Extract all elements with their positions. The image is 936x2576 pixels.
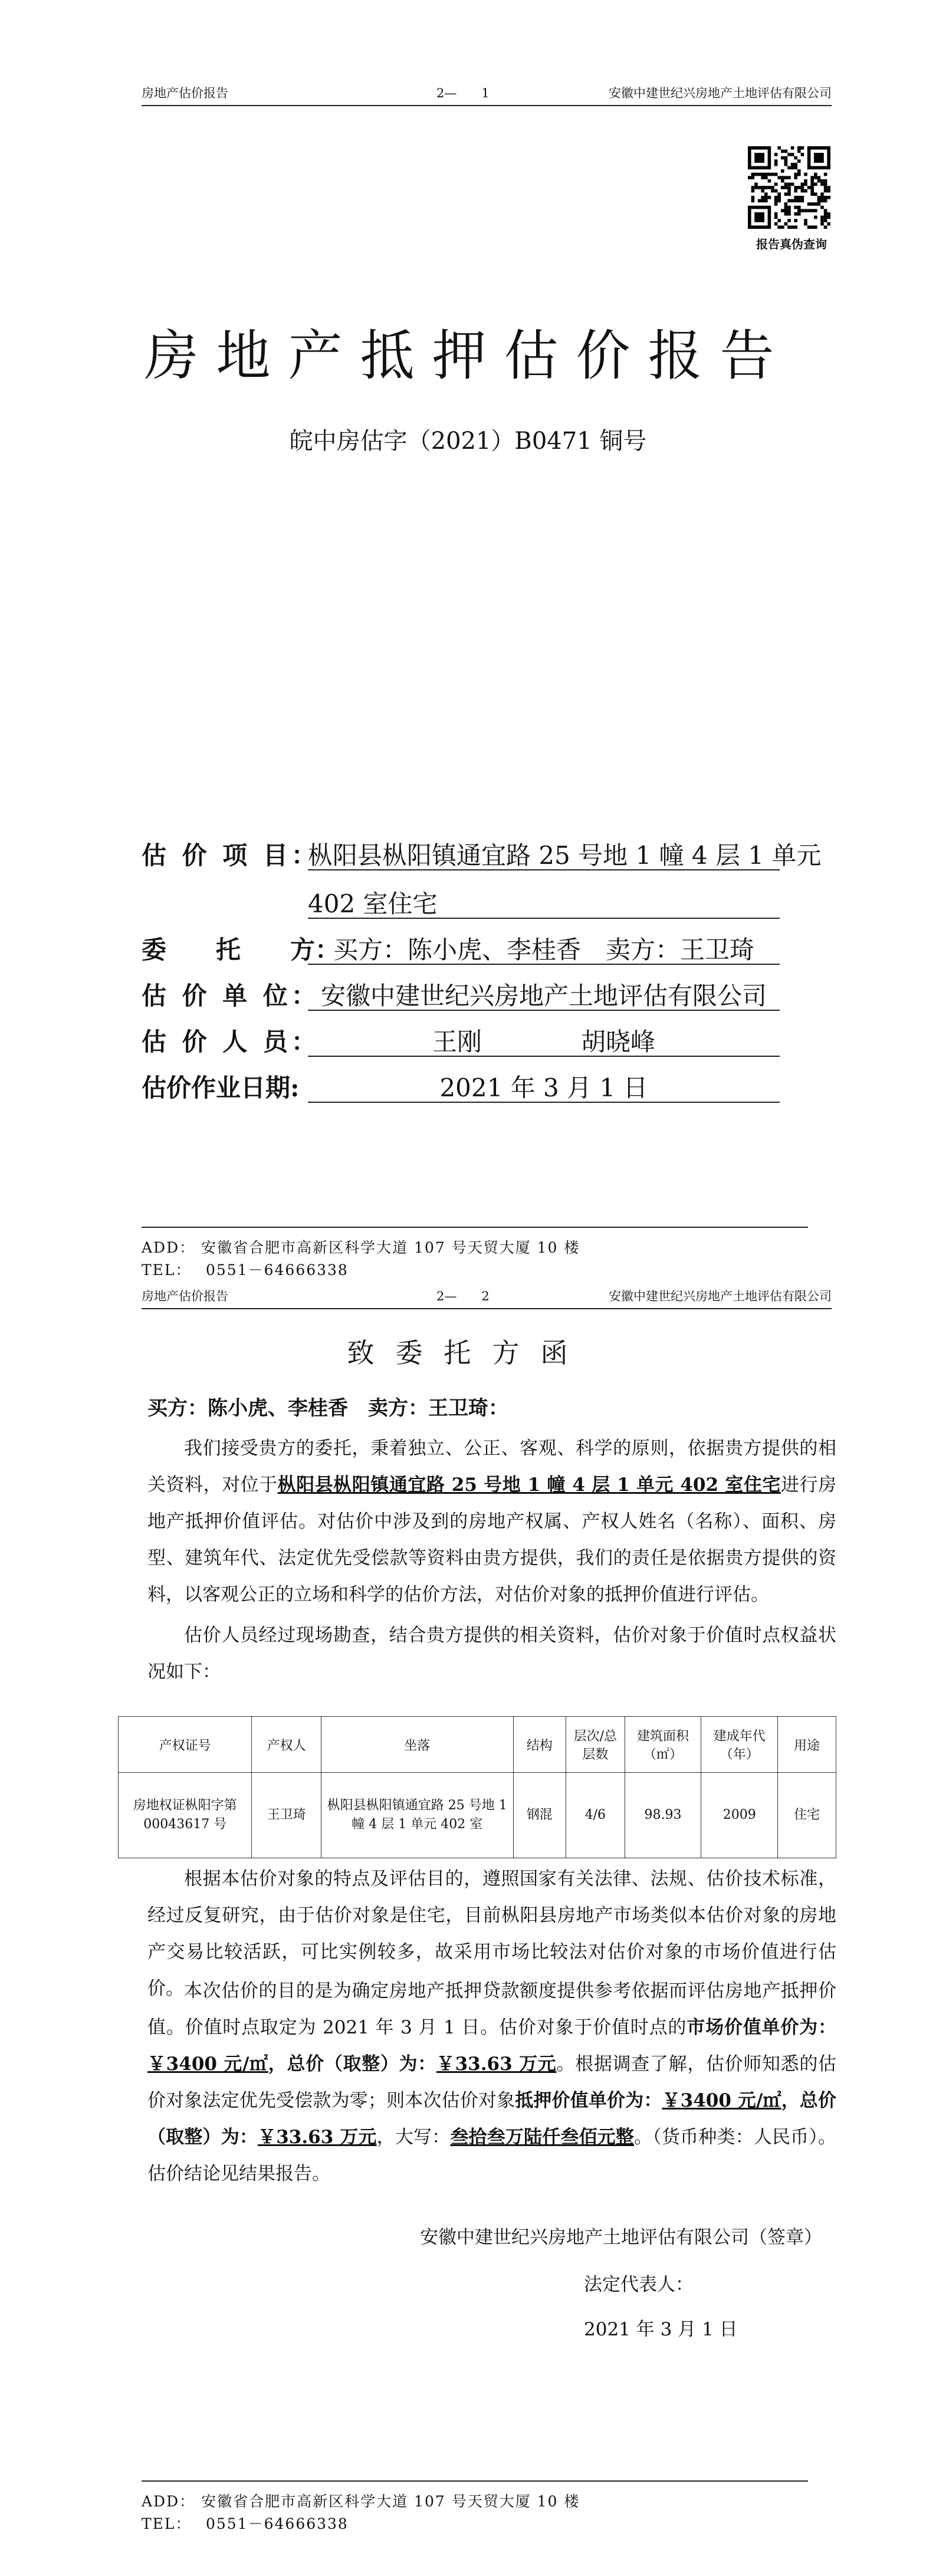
mortgage-unit-price: ￥3400 元/㎡ (662, 2090, 781, 2111)
page1-running-header (142, 81, 832, 106)
header-page-number: 2— 2 (436, 1289, 490, 1303)
header-report-name: 房地产估价报告 (142, 1289, 228, 1303)
header-company: 安徽中建世纪兴房地产土地评估有限公司 (609, 86, 832, 100)
field-client-value: 买方：陈小虎、李桂香 卖方：王卫琦 (308, 931, 780, 965)
page2-footer-address: ADD： 安徽省合肥市高新区科学大道 107 号天贸大厦 10 楼 (142, 2493, 580, 2510)
field-project-value-2: 402 室住宅 (308, 885, 780, 919)
property-address: 枞阳县枞阳镇通宜路 25 号地 1 幢 4 层 1 单元 402 室住宅 (277, 1474, 781, 1496)
table-cell: 钢混 (513, 1773, 566, 1858)
field-staff-label: 估 价 人 员： (142, 1027, 320, 1056)
table-cell: 枞阳县枞阳镇通宜路 25 号地 1 幢 4 层 1 单元 402 室 (321, 1773, 513, 1858)
table-header: 建成年代（年） (701, 1717, 778, 1773)
table-header: 用途 (778, 1717, 836, 1773)
signature-date: 2021 年 3 月 1 日 (584, 2319, 738, 2340)
page2-footer-tel: TEL： 0551－64666338 (142, 2515, 349, 2532)
letter-salutation: 买方：陈小虎、李桂香 卖方：王卫琦： (147, 1397, 508, 1420)
field-date-value: 2021 年 3 月 1 日 (308, 1069, 780, 1103)
qr-code-icon (748, 146, 830, 229)
report-number: 皖中房估字（2021）B0471 铜号 (289, 428, 647, 455)
amount-in-words: 叁拾叁万陆仟叁佰元整 (450, 2127, 635, 2148)
table-cell: 98.93 (625, 1773, 701, 1858)
page1-footer-address: ADD： 安徽省合肥市高新区科学大道 107 号天贸大厦 10 楼 (142, 1239, 580, 1256)
paragraph-4: 本次估价的目的是为确定房地产抵押贷款额度提供参考依据而评估房地产抵押价值。价值时点取定为 2021 年 3 月 1 日。估价对象于价值时点的市场价值单价为：￥3400 元/㎡，总价（取整）为：￥33.63 万元。根据调查了解，估价师知悉的估价对象法定优先受偿款为零；则本次估价对象抵押价值单价为：￥3400 元/㎡，总价（取整）为：￥33.63 万元，大写：叁拾叁万陆仟叁佰元整。（货币种类：人民币）。估价结论见结果报告。 (147, 1980, 837, 2184)
header-page-number: 2— 1 (436, 86, 490, 100)
mortgage-total-price: ￥33.63 万元 (258, 2127, 377, 2148)
signature-company: 安徽中建世纪兴房地产土地评估有限公司（签章） (420, 2227, 822, 2248)
market-total-price: ￥33.63 万元 (436, 2053, 557, 2075)
qr-caption: 报告真伪查询 (756, 237, 827, 251)
field-unit-label: 估 价 单 位： (142, 981, 320, 1010)
page1-footer-tel: TEL： 0551－64666338 (142, 1261, 349, 1279)
report-title: 房地产抵押估价报告 (144, 324, 792, 387)
field-project-value-1: 枞阳县枞阳镇通宜路 25 号地 1 幢 4 层 1 单元 (308, 836, 780, 870)
field-unit-value: 安徽中建世纪兴房地产土地评估有限公司 (308, 977, 780, 1011)
table-cell: 王卫琦 (252, 1773, 321, 1858)
table-header: 层次/总层数 (566, 1717, 625, 1773)
field-staff-value: 王刚 胡晓峰 (308, 1023, 780, 1057)
field-client-label: 委 托 方： (142, 935, 340, 964)
signature-representative: 法定代表人： (584, 2274, 694, 2295)
field-date-label: 估价作业日期: (142, 1073, 300, 1102)
page1-footer-rule (142, 1227, 808, 1228)
header-report-name: 房地产估价报告 (142, 86, 228, 100)
paragraph-1: 我们接受贵方的委托，秉着独立、公正、客观、科学的原则，依据贵方提供的相关资料，对位于枞阳县枞阳镇通宜路 25 号地 1 幢 4 层 1 单元 402 室住宅进行房地产抵押价值评估。对估价中涉及到的房地产权属、产权人姓名（名称）、面积、房型、建筑年代、法定优先受偿款等资料由贵方提供，我们的责任是依据贵方提供的资料，以客观公正的立场和科学的估价方法，对估价对象的抵押价值进行评估。 (147, 1438, 837, 1605)
table-header: 产权人 (252, 1717, 321, 1773)
table-cell: 住宅 (778, 1773, 836, 1858)
table-cell: 2009 (701, 1773, 778, 1858)
page2-running-header (142, 1284, 832, 1309)
table-header: 结构 (513, 1717, 566, 1773)
field-project-label: 估 价 项 目： (142, 841, 320, 870)
market-unit-price: ￥3400 元/㎡ (147, 2053, 268, 2075)
table-header: 坐落 (321, 1717, 513, 1773)
table-row (119, 1773, 836, 1858)
table-header: 建筑面积（㎡） (625, 1717, 701, 1773)
header-company: 安徽中建世纪兴房地产土地评估有限公司 (609, 1289, 832, 1303)
property-table (118, 1716, 836, 1858)
paragraph-2: 估价人员经过现场勘查，结合贵方提供的相关资料，估价对象于价值时点权益状况如下： (147, 1625, 836, 1683)
paragraph-3: 根据本估价对象的特点及评估目的，遵照国家有关法律、法规、估价技术标准，经过反复研究，由于估价对象是住宅，目前枞阳县房地产市场类似本估价对象的房地产交易比较活跃，可比实例较多，故采用市场比较法对估价对象的市场价值进行估价。 (147, 1868, 836, 1999)
page2-footer-rule (142, 2480, 808, 2482)
letter-title: 致委托方函 (347, 1337, 589, 1369)
table-cell: 房地权证枞阳字第 00043617 号 (119, 1773, 252, 1858)
table-header-row (119, 1717, 836, 1773)
table-header: 产权证号 (119, 1717, 252, 1773)
table-cell: 4/6 (566, 1773, 625, 1858)
